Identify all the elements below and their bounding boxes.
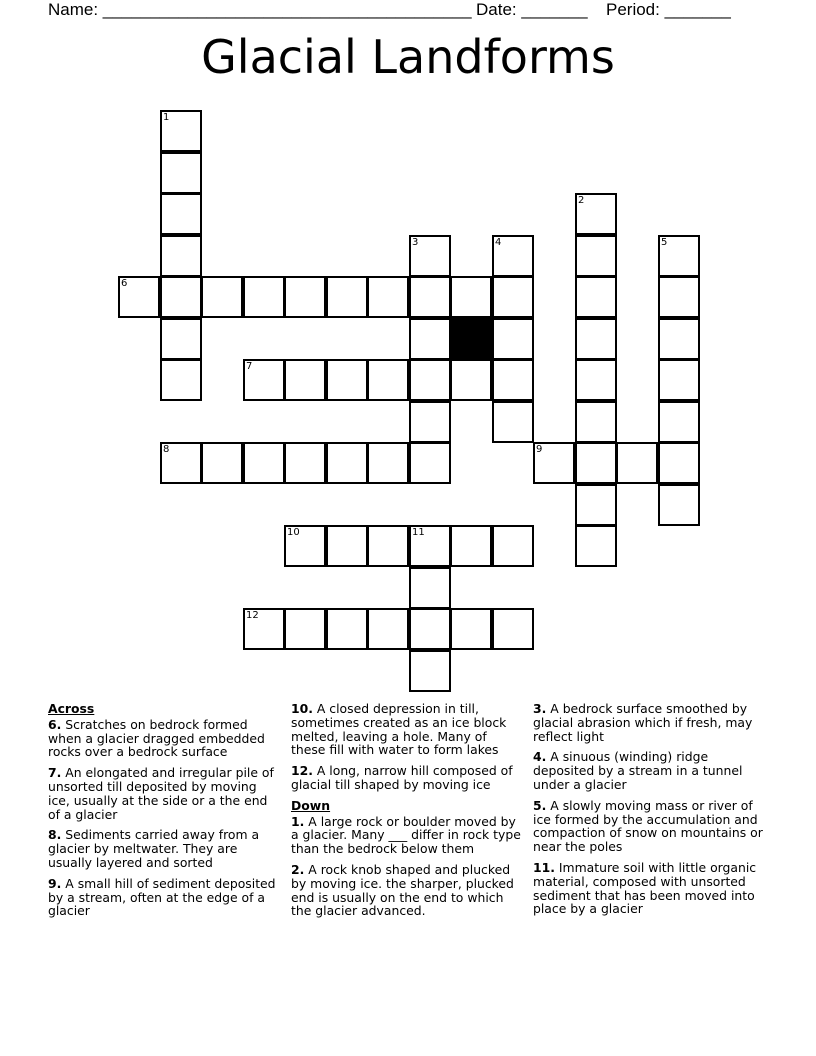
grid-cell[interactable]	[160, 442, 202, 484]
clue-number: 4.	[533, 749, 547, 765]
clue-number: 4	[495, 237, 502, 248]
date-field: Date: _______	[476, 0, 588, 19]
grid-cell[interactable]	[616, 442, 658, 484]
grid-cell[interactable]	[658, 359, 700, 401]
grid-cell[interactable]	[160, 110, 202, 152]
grid-cell[interactable]	[575, 359, 617, 401]
clue-text: A long, narrow hill composed of glacial till shaped by moving ice	[291, 763, 513, 792]
grid-cell[interactable]	[409, 359, 451, 401]
clue-number: 6.	[48, 716, 62, 732]
clue-text: Sediments carried away from a glacier by meltwater. They are usually layered and sorted	[48, 827, 260, 870]
grid-cell[interactable]	[575, 401, 617, 443]
clue-number: 9	[536, 444, 543, 455]
grid-cell[interactable]	[575, 442, 617, 484]
grid-cell[interactable]	[492, 235, 534, 277]
name-field: Name: _______________________________________	[48, 0, 472, 19]
black-cell	[450, 318, 492, 360]
clue-number: 2	[578, 195, 585, 206]
grid-cell[interactable]	[160, 318, 202, 360]
clue-number: 1.	[291, 813, 305, 829]
across-heading: Across	[48, 701, 95, 716]
grid-cell[interactable]	[575, 525, 617, 567]
clue-number: 8.	[48, 827, 62, 843]
grid-cell[interactable]	[450, 359, 492, 401]
grid-cell[interactable]	[284, 359, 326, 401]
clue-text: Immature soil with little organic material, composed with unsorted sediment that has been moved into place by a glacier	[533, 859, 757, 917]
down-heading: Down	[291, 797, 331, 813]
clue-number: 5.	[533, 797, 547, 813]
clues-column-1	[48, 702, 280, 925]
clue-item	[291, 702, 523, 757]
clue-text: A small hill of sediment deposited by a stream, often at the edge of a glacier	[48, 875, 276, 919]
clue-number: 3	[412, 237, 419, 248]
clue-number: 11.	[533, 859, 555, 875]
clue-number: 12	[246, 610, 259, 621]
clue-number: 11	[412, 527, 425, 538]
grid-cell[interactable]	[160, 359, 202, 401]
grid-cell[interactable]	[367, 359, 409, 401]
clue-item	[533, 750, 765, 791]
clue-text: A rock knob shaped and plucked by moving ice. the sharper, plucked end is usually on the end to which the glacier advanced.	[291, 861, 514, 919]
grid-cell[interactable]	[409, 608, 451, 650]
grid-cell[interactable]	[658, 484, 700, 526]
clue-text: A sinuous (winding) ridge deposited by a stream in a tunnel under a glacier	[533, 749, 743, 792]
grid-cell[interactable]	[409, 401, 451, 443]
clue-item	[291, 863, 523, 918]
grid-cell[interactable]	[367, 442, 409, 484]
grid-cell[interactable]	[658, 401, 700, 443]
grid-cell[interactable]	[326, 276, 368, 318]
grid-cell[interactable]	[326, 608, 368, 650]
grid-cell[interactable]	[160, 276, 202, 318]
grid-cell[interactable]	[658, 276, 700, 318]
clue-item	[48, 877, 280, 918]
clue-text: A slowly moving mass or river of ice formed by the accumulation and compaction of snow on mountains or near the poles	[533, 797, 763, 855]
clue-item	[533, 861, 765, 916]
grid-cell[interactable]	[658, 442, 700, 484]
clue-item	[48, 766, 280, 821]
grid-cell[interactable]	[243, 276, 285, 318]
period-field: Period: _______	[606, 0, 731, 19]
clue-item	[533, 702, 765, 743]
grid-cell[interactable]	[243, 359, 285, 401]
clue-item	[533, 799, 765, 854]
clue-item	[48, 828, 280, 869]
grid-cell[interactable]	[201, 276, 243, 318]
clue-number: 5	[661, 237, 668, 248]
grid-cell[interactable]	[533, 442, 575, 484]
clue-number: 3.	[533, 701, 547, 716]
grid-cell[interactable]	[409, 276, 451, 318]
grid-cell[interactable]	[575, 235, 617, 277]
clue-text: A closed depression in till, sometimes created as an ice block melted, leaving a hole. Many of these fill with water to form lakes	[291, 701, 507, 758]
clues-column-3	[533, 702, 765, 923]
clue-number: 10.	[291, 701, 313, 716]
clue-item	[291, 815, 523, 856]
grid-cell[interactable]	[284, 442, 326, 484]
grid-cell[interactable]	[658, 235, 700, 277]
grid-cell[interactable]	[492, 401, 534, 443]
grid-cell[interactable]	[575, 484, 617, 526]
grid-cell[interactable]	[492, 276, 534, 318]
clue-number: 6	[121, 278, 128, 289]
clue-number: 10	[287, 527, 300, 538]
clue-item	[48, 718, 280, 759]
grid-cell[interactable]	[575, 318, 617, 360]
grid-cell[interactable]	[243, 608, 285, 650]
grid-cell[interactable]	[326, 359, 368, 401]
grid-cell[interactable]	[492, 525, 534, 567]
grid-cell[interactable]	[409, 318, 451, 360]
grid-cell[interactable]	[409, 650, 451, 692]
grid-cell[interactable]	[326, 442, 368, 484]
clue-text: An elongated and irregular pile of unsorted till deposited by moving ice, usually at the side or a the end of a glacier	[48, 765, 274, 822]
grid-cell[interactable]	[409, 235, 451, 277]
grid-cell[interactable]	[160, 152, 202, 194]
grid-cell[interactable]	[409, 567, 451, 609]
clue-number: 9.	[48, 875, 62, 891]
grid-cell[interactable]	[367, 608, 409, 650]
grid-cell[interactable]	[284, 608, 326, 650]
grid-cell[interactable]	[367, 525, 409, 567]
grid-cell[interactable]	[492, 608, 534, 650]
clue-number: 7	[246, 361, 253, 372]
clue-text: Scratches on bedrock formed when a glacier dragged embedded rocks over a bedrock surface	[48, 716, 265, 760]
grid-cell[interactable]	[284, 276, 326, 318]
grid-cell[interactable]	[575, 193, 617, 235]
grid-cell[interactable]	[160, 193, 202, 235]
grid-cell[interactable]	[243, 442, 285, 484]
grid-cell[interactable]	[575, 276, 617, 318]
grid-cell[interactable]	[492, 359, 534, 401]
grid-cell[interactable]	[284, 525, 326, 567]
grid-cell[interactable]	[658, 318, 700, 360]
clues-column-2	[291, 702, 523, 925]
clue-number: 7.	[48, 765, 62, 781]
clue-number: 1	[163, 112, 170, 123]
clue-number: 8	[163, 444, 170, 455]
grid-cell[interactable]	[118, 276, 160, 318]
grid-cell[interactable]	[450, 608, 492, 650]
grid-cell[interactable]	[409, 442, 451, 484]
clue-number: 12.	[291, 763, 313, 779]
grid-cell[interactable]	[160, 235, 202, 277]
grid-cell[interactable]	[492, 318, 534, 360]
grid-cell[interactable]	[450, 525, 492, 567]
clue-text: A large rock or boulder moved by a glacier. Many ___ differ in rock type than the bedrock below them	[291, 813, 521, 857]
clue-item	[291, 764, 523, 792]
grid-cell[interactable]	[326, 525, 368, 567]
grid-cell[interactable]	[201, 442, 243, 484]
grid-cell[interactable]	[367, 276, 409, 318]
clue-text: A bedrock surface smoothed by glacial abrasion which if fresh, may reflect light	[533, 701, 753, 744]
grid-cell[interactable]	[450, 276, 492, 318]
page-title: Glacial Landforms	[201, 30, 615, 84]
grid-cell[interactable]	[409, 525, 451, 567]
clue-number: 2.	[291, 861, 305, 877]
